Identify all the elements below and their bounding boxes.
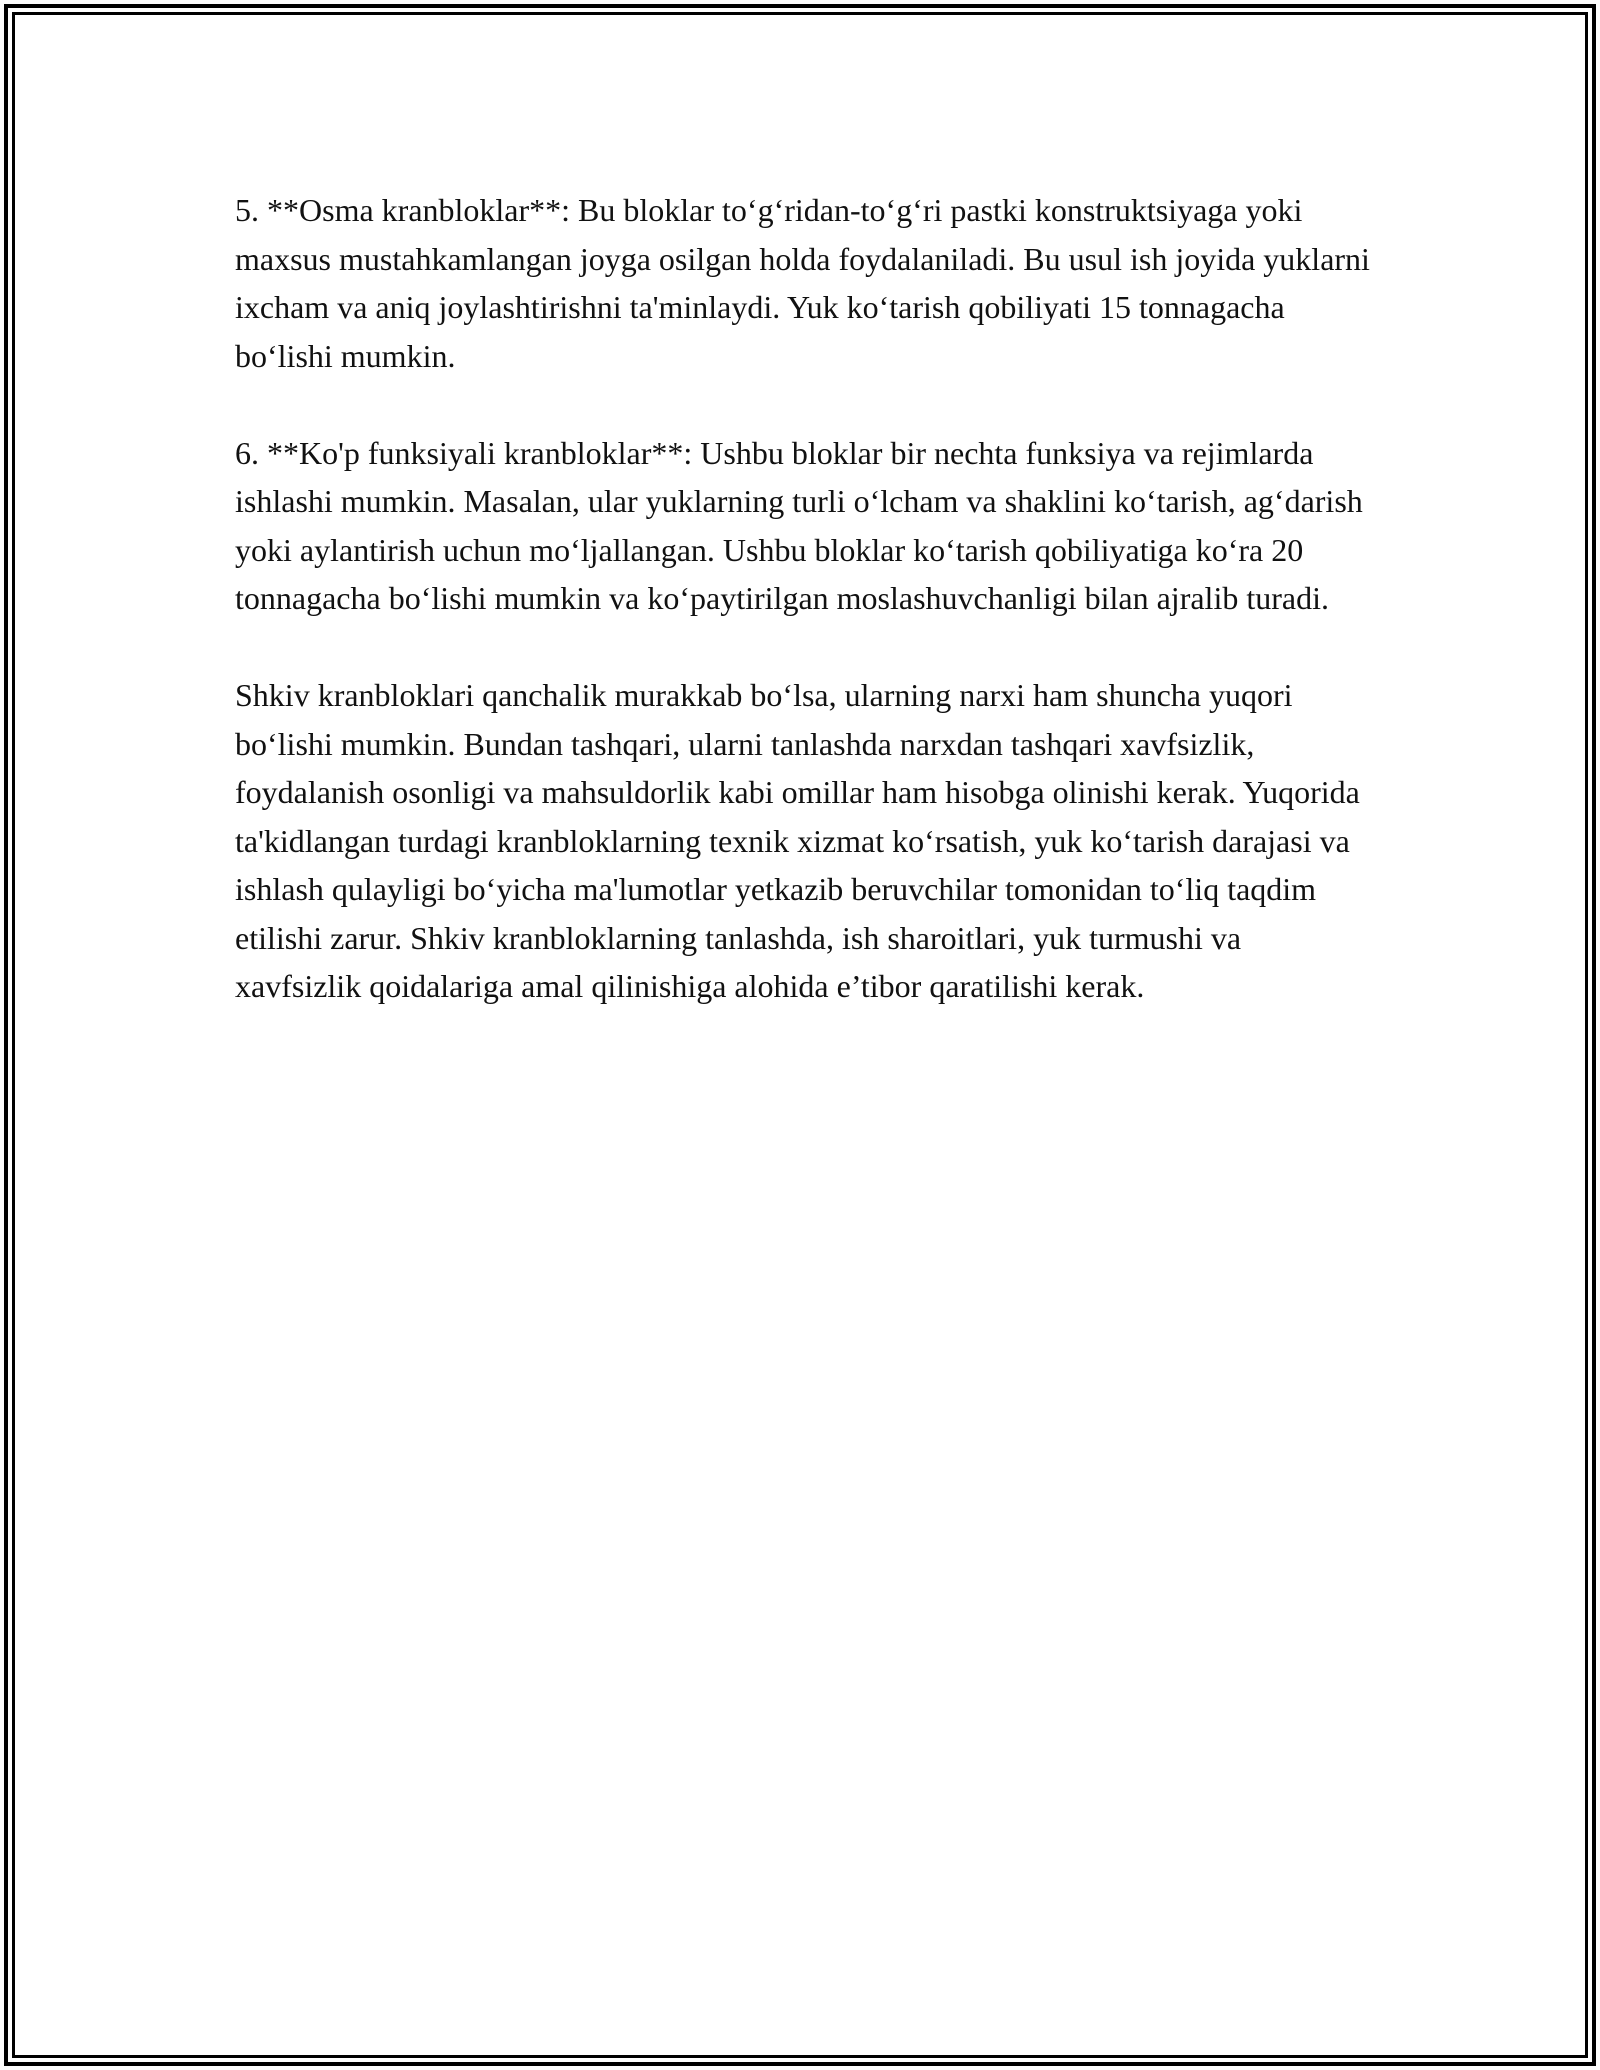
document-body (235, 186, 1375, 1059)
paragraph-kop-funksiyali-kranbloklar: 6. **Ko'p funksiyali kranbloklar**: Ushbu bloklar bir nechta funksiya va rejimlarda ishlashi mumkin. Masalan, ular yuklarning turli o‘lcham va shaklini ko‘tarish, ag‘darish yoki aylantirish uchun mo‘ljallangan. Ushbu bloklar ko‘tarish qobiliyatiga ko‘ra 20 tonnagacha bo‘lishi mumkin va ko‘paytirilgan moslashuvchanligi bilan ajralib turadi. (235, 434, 1363, 616)
paragraph-osma-kranbloklar: 5. **Osma kranbloklar**: Bu bloklar to‘g‘ridan-to‘g‘ri pastki konstruktsiyaga yoki maxsus mustahkamlangan joyga osilgan holda foydalaniladi. Bu usul ish joyida yuklarni ixcham va aniq joylashtirishni ta'minlaydi. Yuk ko‘tarish qobiliyati 15 tonnagacha bo‘lishi mumkin. (235, 192, 1370, 374)
paragraph-shkiv-kranbloklari: Shkiv kranbloklari qanchalik murakkab bo‘lsa, ularning narxi ham shuncha yuqori bo‘lishi mumkin. Bundan tashqari, ularni tanlashda narxdan tashqari xavfsizlik, foydalanish osonligi va mahsuldorlik kabi omillar ham hisobga olinishi kerak. Yuqorida ta'kidlangan turdagi kranbloklarning texnik xizmat ko‘rsatish, yuk ko‘tarish darajasi va ishlash qulayligi bo‘yicha ma'lumotlar yetkazib beruvchilar tomonidan to‘liq taqdim etilishi zarur. Shkiv kranbloklarning tanlashda, ish sharoitlari, yuk turmushi va xavfsizlik qoidalariga amal qilinishiga alohida e’tibor qaratilishi kerak. (235, 677, 1360, 1004)
